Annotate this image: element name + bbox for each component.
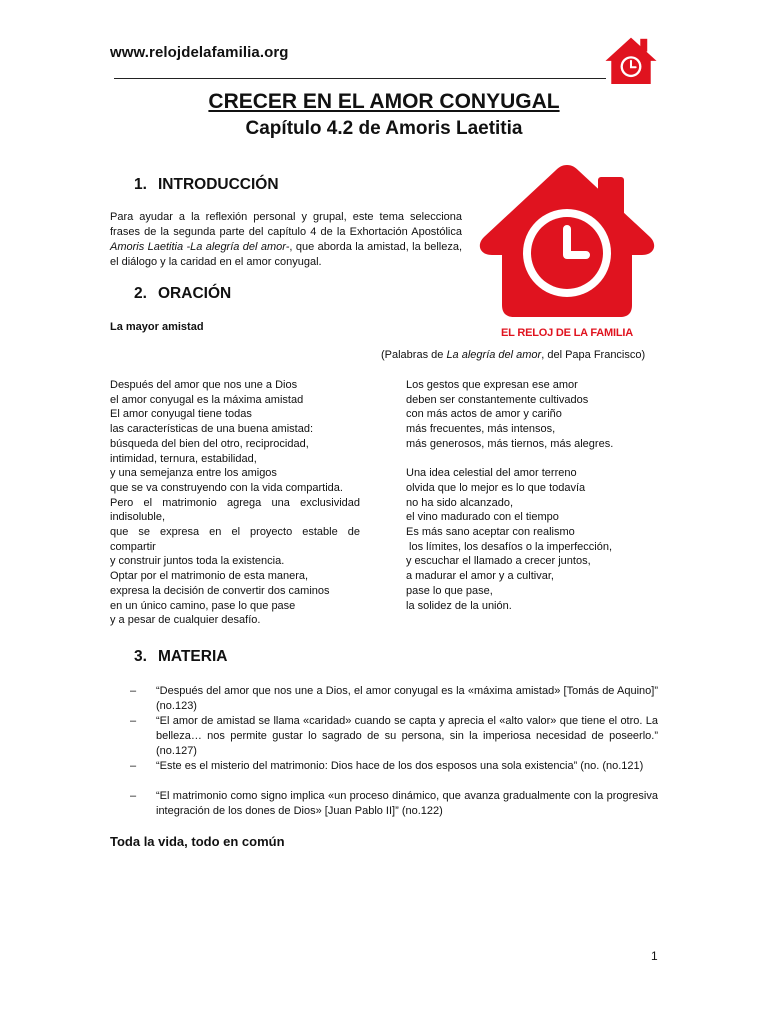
prayer-line: indisoluble, [110,511,166,524]
subheading: Toda la vida, todo en común [110,834,285,849]
house-clock-icon [602,33,660,91]
prayer-line: más frecuentes, más intensos, [406,423,556,436]
prayer-line: búsqueda del bien del otro, reciprocidad, [110,437,309,450]
prayer-line: Después del amor que nos une a Dios [110,379,298,391]
page-number: 1 [651,949,658,963]
prayer-line: intimidad, ternura, estabilidad, [110,452,257,465]
prayer-line: que se va construyendo con la vida compartida. [110,481,343,494]
prayer-line: en un único camino, pase lo que pase [110,599,296,612]
intro-paragraph: Para ayudar a la reflexión personal y grupal, este tema selecciona frases de la segunda parte del capítulo 4 de la Exhortación Apostólica Amoris Laetitia -La alegría del amor-, que aborda la amistad, la belleza, el diálogo y la caridad en el amor conyugal. [110,211,463,268]
prayer-line: los límites, los desafíos o la imperfección, [406,540,613,553]
prayer-line: el amor conyugal es la máxima amistad [110,393,304,406]
list-dash: – [130,715,137,727]
prayer-line: pase lo que pase, [406,584,493,597]
family-clock-logo [472,155,662,345]
prayer-line: Pero el matrimonio agrega una exclusividad [110,496,360,509]
house-clock-icon [472,155,662,320]
header-rule [114,78,606,79]
prayer-line: El amor conyugal tiene todas [110,408,252,421]
prayer-line: y a pesar de cualquier desafío. [110,614,261,627]
prayer-right-column [406,378,666,613]
site-url[interactable]: www.relojdelafamilia.org [110,44,289,61]
logo-caption: EL RELOJ DE LA FAMILIA [501,327,633,339]
prayer-line: Es más sano aceptar con realismo [406,526,575,539]
prayer-line: no ha sido alcanzado, [406,496,514,509]
document-title: CRECER EN EL AMOR CONYUGAL [208,90,560,113]
list-item-text: “Este es el misterio del matrimonio: Dios hace de los dos esposos una sola existencia” (no. (no.121) [156,760,644,772]
stanza-gap [406,452,666,467]
prayer-line: a madurar el amor y a cultivar, [406,570,554,583]
prayer-line: y escuchar el llamado a crecer juntos, [406,555,591,568]
prayer-line: la solidez de la unión. [406,599,512,612]
prayer-line: expresa la decisión de convertir dos caminos [110,584,330,597]
prayer-line: con más actos de amor y cariño [406,408,562,421]
prayer-line: las características de una buena amistad: [110,423,314,436]
prayer-line: más generosos, más tiernos, más alegres. [406,437,614,450]
list-dash: – [130,760,137,772]
document-subtitle: Capítulo 4.2 de Amoris Laetitia [245,118,523,139]
prayer-line: Los gestos que expresan ese amor [406,379,578,391]
list-dash: – [130,685,137,697]
prayer-line: que se expresa en el proyecto estable de [110,526,360,539]
list-item-text: “Después del amor que nos une a Dios, el amor conyugal es la «máxima amistad» [Tomás de Aquino]” (no.123) [156,685,658,712]
prayer-line: el vino madurado con el tiempo [406,511,559,524]
prayer-line: deben ser constantemente cultivados [406,393,589,406]
list-item-text: “El amor de amistad se llama «caridad» cuando se capta y aprecia el «alto valor» que tiene el otro. La belleza… nos permite gustar lo sagrado de su persona, sin la imperiosa necesidad de poseerlo.” (no.127) [156,715,658,757]
prayer-line: olvida que lo mejor es lo que todavía [406,481,586,494]
prayer-line: compartir [110,540,156,553]
prayer-line: Una idea celestial del amor terreno [406,467,577,480]
prayer-attribution: (Palabras de La alegría del amor, del Papa Francisco) [381,349,646,361]
prayer-line: y una semejanza entre los amigos [110,467,277,480]
list-item-text: “El matrimonio como signo implica «un proceso dinámico, que avanza gradualmente con la progresiva integración de los dones de Dios» [Juan Pablo II]” (no.122) [156,790,658,817]
prayer-line: Optar por el matrimonio de esta manera, [110,570,309,583]
prayer-title: La mayor amistad [110,321,204,333]
prayer-line: y construir juntos toda la existencia. [110,555,285,568]
list-dash: – [130,790,137,802]
prayer-left-column [110,378,360,628]
